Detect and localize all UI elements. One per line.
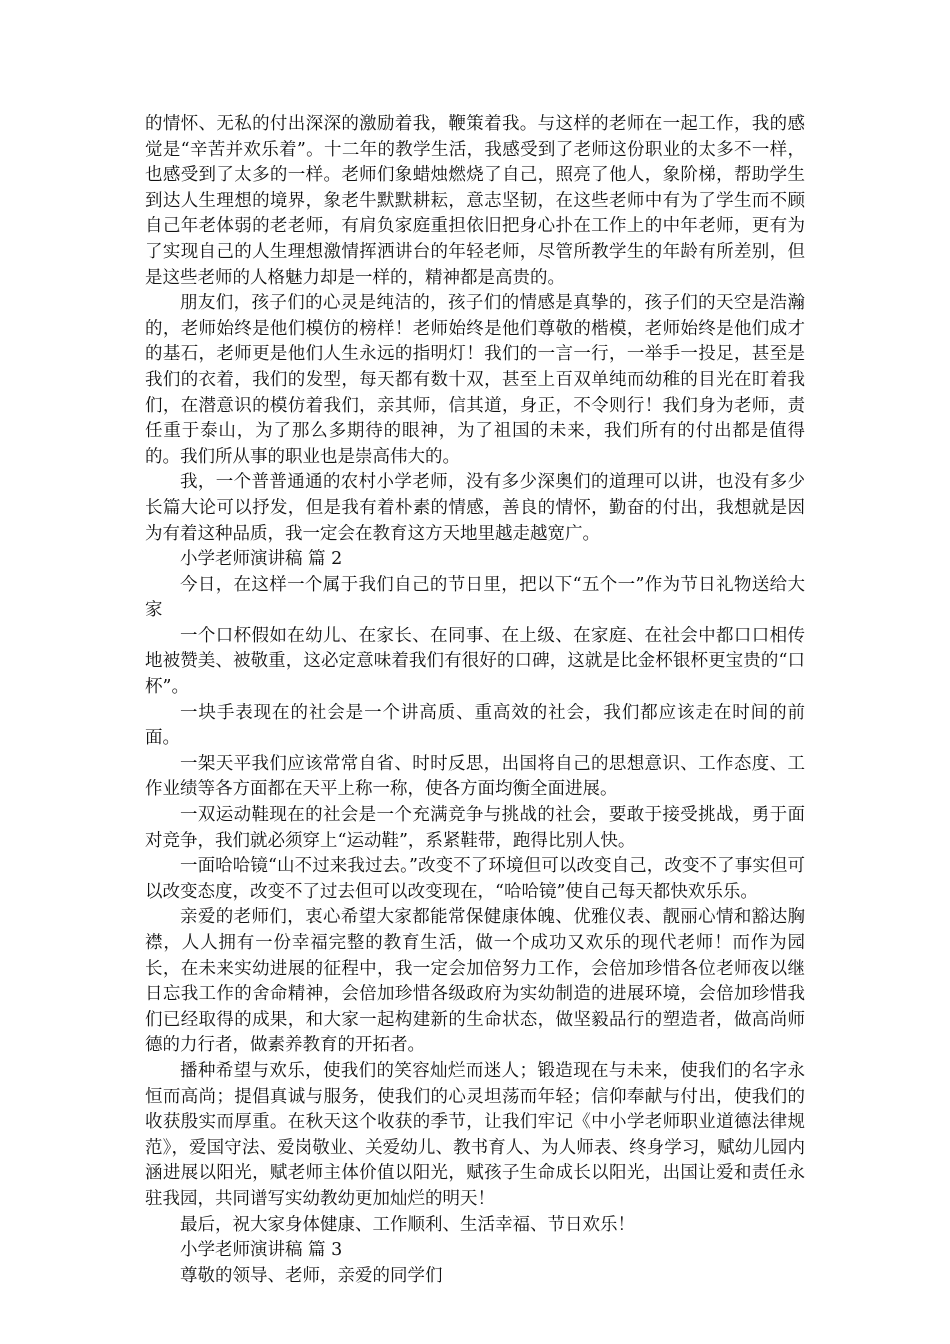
body-paragraph: 今日，在这样一个属于我们自己的节日里，把以下“五个一”作为节日礼物送给大家	[145, 574, 805, 621]
body-paragraph: 我，一个普普通通的农村小学老师，没有多少深奥们的道理可以讲，也没有多少长篇大论可以抒发，但是我有着朴素的情感，善良的情怀，勤奋的付出，我想就是因为有着这种品质，我一定会在教育这方天地里越走越宽广。	[145, 472, 805, 544]
body-paragraph: 的情怀、无私的付出深深的激励着我，鞭策着我。与这样的老师在一起工作，我的感觉是“辛苦并欢乐着”。十二年的教学生活，我感受到了老师这份职业的太多不一样，也感受到了太多的一样。老师们象蜡烛燃烧了自己，照亮了他人，象阶梯，帮助学生到达人生理想的境界，象老牛默默耕耘，意志坚韧，在这些老师中有为了学生而不顾自己年老体弱的老老师，有肩负家庭重担依旧把身心扑在工作上的中年老师，更有为了实现自己的人生理想激情挥洒讲台的年轻老师，尽管所教学生的年龄有所差别，但是这些老师的人格魅力却是一样的，精神都是高贵的。	[145, 114, 805, 288]
body-paragraph: 一块手表现在的社会是一个讲高质、重高效的社会，我们都应该走在时间的前面。	[145, 702, 805, 749]
body-paragraph: 一双运动鞋现在的社会是一个充满竞争与挑战的社会，要敢于接受挑战，勇于面对竞争，我们就必须穿上“运动鞋”，系紧鞋带，跑得比别人快。	[145, 805, 805, 851]
body-paragraph: 最后，祝大家身体健康、工作顺利、生活幸福、节日欢乐！	[180, 1214, 635, 1235]
body-paragraph: 一架天平我们应该常常自省、时时反思，出国将自己的思想意识、工作态度、工作业绩等各方面都在天平上称一称，使各方面均衡全面进展。	[145, 753, 805, 800]
body-paragraph: 一个口杯假如在幼儿、在家长、在同事、在上级、在家庭、在社会中都口口相传地被赞美、被敬重，这必定意味着我们有很好的口碑，这就是比金杯银杯更宝贵的“口杯”。	[145, 625, 805, 698]
section-heading: 小学老师演讲稿 篇 3	[180, 1240, 343, 1261]
body-paragraph: 播种希望与欢乐，使我们的笑容灿烂而迷人；锻造现在与未来，使我们的名字永恒而高尚；提倡真诚与服务，使我们的心灵坦荡而年轻；信仰奉献与付出，使我们的收获殷实而厚重。在秋天这个收获的季节，让我们牢记《中小学老师职业道德法律规范》，爱国守法、爱岗敬业、关爱幼儿、教书育人、为人师表、终身学习，赋幼儿园内涵进展以阳光，赋老师主体价值以阳光，赋孩子生命成长以阳光，出国让爱和责任永驻我园，共同谱写实幼教幼更加灿烂的明天！	[145, 1060, 805, 1209]
body-paragraph: 一面哈哈镜“山不过来我过去。”改变不了环境但可以改变自己，改变不了事实但可以改变态度，改变不了过去但可以改变现在，“哈哈镜”使自己每天都快欢乐乐。	[145, 856, 805, 902]
body-paragraph: 尊敬的领导、老师，亲爱的同学们	[180, 1265, 443, 1286]
document-page	[145, 112, 805, 1289]
body-paragraph: 亲爱的老师们，衷心希望大家都能常保健康体魄、优雅仪表、靓丽心情和豁达胸襟，人人拥有一份幸福完整的教育生活，做一个成功又欢乐的现代老师！而作为园长，在未来实幼进展的征程中，我一定会加倍努力工作，会倍加珍惜各位老师夜以继日忘我工作的舍命精神，会倍加珍惜各级政府为实幼制造的进展环境，会倍加珍惜我们已经取得的成果，和大家一起构建新的生命状态，做坚毅品行的塑造者，做高尚师德的力行者，做素养教育的开拓者。	[145, 907, 805, 1056]
body-paragraph: 朋友们，孩子们的心灵是纯洁的，孩子们的情感是真挚的，孩子们的天空是浩瀚的，老师始终是他们模仿的榜样！老师始终是他们尊敬的楷模，老师始终是他们成才的基石，老师更是他们人生永远的指明灯！我们的一言一行，一举手一投足，甚至是我们的衣着，我们的发型，每天都有数十双，甚至上百双单纯而幼稚的目光在盯着我们，在潜意识的模仿着我们，亲其师，信其道，身正，不令则行！我们身为老师，责任重于泰山，为了那么多期待的眼神，为了祖国的未来，我们所有的付出都是值得的。我们所从事的职业也是崇高伟大的。	[145, 293, 805, 467]
section-heading: 小学老师演讲稿 篇 2	[180, 549, 343, 570]
